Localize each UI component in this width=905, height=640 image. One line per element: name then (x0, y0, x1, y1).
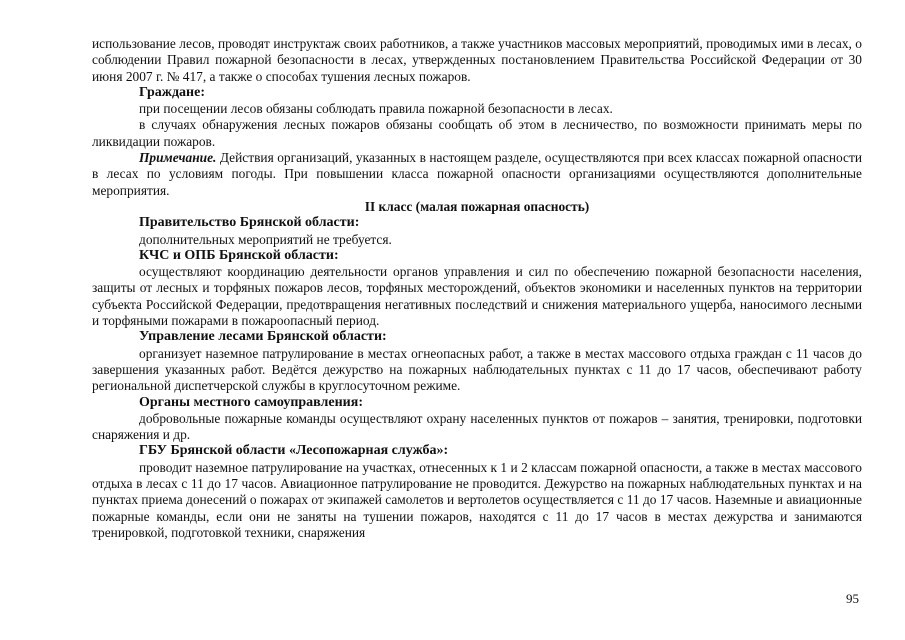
heading-gbu: ГБУ Брянской области «Лесопожарная служба»: (139, 443, 449, 459)
class-title: II класс (малая пожарная опасность) (364, 198, 590, 214)
page-number: 95 (846, 591, 859, 606)
paragraph-government: дополнительных мероприятий не требуется. (139, 231, 392, 247)
document-page (92, 36, 862, 541)
paragraph-forest-management: организует наземное патрулирование в местах огнеопасных работ, а также в местах массового отдыха граждан с 11 часов до завершения указанных работ. Ведётся дежурство на пожарных наблюдательных пунктах с 11 до 17 часов, обеспечивают работу региональной диспетчерской службы в круглосуточном режиме. (92, 345, 862, 394)
heading-citizens: Граждане: (139, 84, 205, 100)
note-label: Примечание. (139, 150, 217, 166)
paragraph-intro: использование лесов, проводят инструктаж своих работников, а также участников массовых мероприятий, проводимых ими в лесах, о соблюдении Правил пожарной безопасности в лесах, утвержденных постановлением Правительства Российской Федерации от 30 июня 2007 г. № 417, а также о способах тушения лесных пожаров. (92, 36, 862, 84)
paragraph-citizens-2: в случаях обнаружения лесных пожаров обязаны сообщать об этом в лесничество, по возможности принимать меры по ликвидации пожаров. (92, 117, 862, 149)
paragraph-kchs: осуществляют координацию деятельности органов управления и сил по обеспечению пожарной безопасности населения, защиты от лесных и торфяных пожаров лесов, торфяных месторождений, объектов экономики и населенных пунктов на территории субъекта Российской Федерации, предотвращения негативных последствий и снижения материального ущерба, наносимого лесными и торфяными пожарами в пожароопасный период. (92, 264, 862, 329)
note-paragraph (92, 150, 862, 199)
heading-forest-management: Управление лесами Брянской области: (139, 329, 387, 345)
paragraph-local-government: добровольные пожарные команды осуществляют охрану населенных пунктов от пожаров – занятия, тренировки, подготовки снаряжения и др. (92, 410, 862, 443)
note-text: Действия организаций, указанных в настоящем разделе, осуществляются при всех классах пожарной опасности в лесах по условиям погоды. При повышении класса пожарной опасности организациями осуществляются дополнительные мероприятия. (92, 150, 862, 198)
paragraph-citizens-1: при посещении лесов обязаны соблюдать правила пожарной безопасности в лесах. (139, 101, 613, 117)
heading-local-government: Органы местного самоуправления: (139, 394, 363, 410)
heading-government: Правительство Брянской области: (139, 215, 360, 231)
paragraph-gbu: проводит наземное патрулирование на участках, отнесенных к 1 и 2 классам пожарной опасности, а также в местах массового отдыха в лесах с 11 до 17 часов. Авиационное патрулирование не проводится. Дежурство на пожарных наблюдательных пунктах и на пунктах приема донесений о пожарах от экипажей самолетов и вертолетов осуществляется с 11 до 17 часов. Наземные и авиационные пожарные команды, если они не заняты на тушении пожаров, находятся с 11 до 17 часов в местах дежурства и занимаются тренировкой, подготовкой техники, снаряжения (92, 459, 862, 540)
heading-kchs: КЧС и ОПБ Брянской области: (139, 247, 339, 263)
